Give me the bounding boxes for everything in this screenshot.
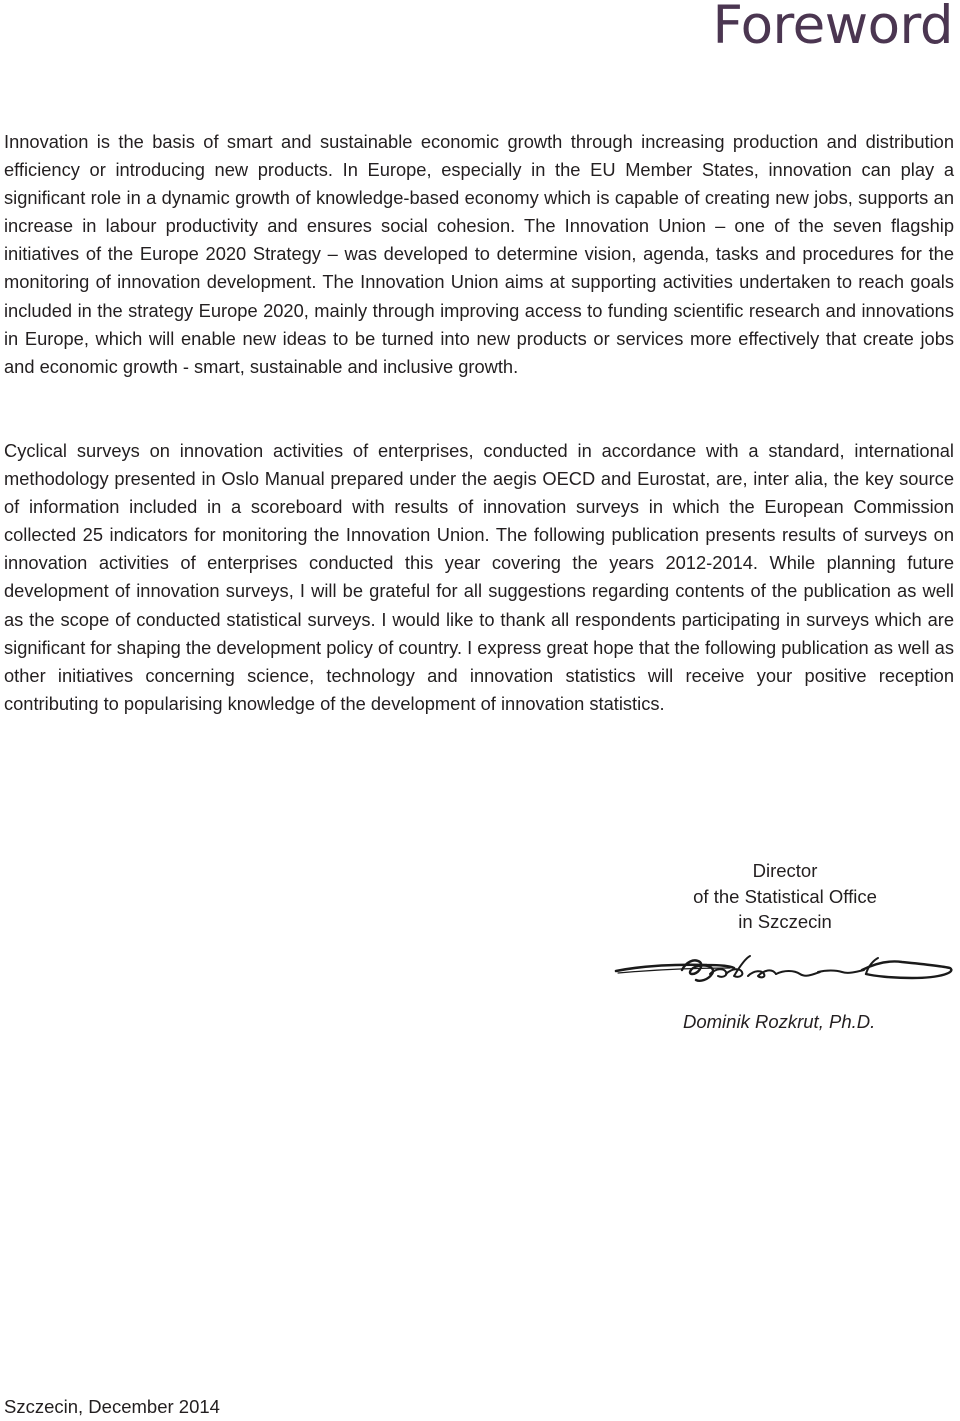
signatory-city: in Szczecin bbox=[738, 911, 832, 932]
signer-name: Dominik Rozkrut, Ph.D. bbox=[683, 1011, 876, 1032]
signatory-title bbox=[640, 858, 930, 935]
handwritten-signature bbox=[612, 944, 956, 990]
signatory-office: of the Statistical Office bbox=[693, 885, 877, 907]
body-paragraph-1: Innovation is the basis of smart and sustainable economic growth through increasing production and distribution efficiency or introducing new products. In Europe, especially in the EU Member States, innovation can play a significant role in a dynamic growth of knowledge-based economy which is capable of creating new jobs, supports an increase in labour productivity and ensures social cohesion. The Innovation Union – one of the seven flagship initiatives of the Europe 2020 Strategy – was developed to determine vision, agenda, tasks and procedures for the monitoring of innovation development. The Innovation Union aims at supporting activities undertaken to reach goals included in the strategy Europe 2020, mainly through improving access to funding scientific research and innovations in Europe, which will enable new ideas to be turned into new products or services more effectively that create jobs and economic growth - smart, sustainable and inclusive growth. bbox=[4, 131, 954, 377]
page-title: Foreword bbox=[712, 0, 953, 56]
signatory-role: Director bbox=[752, 860, 818, 881]
place-and-date: Szczecin, December 2014 bbox=[4, 1396, 220, 1417]
body-paragraph-2: Cyclical surveys on innovation activities of enterprises, conducted in accordance with a standard, international methodology presented in Oslo Manual prepared under the aegis OECD and Eurostat, are, inter alia, the key source of information included in a scoreboard with results of innovation surveys in which the European Commission collected 25 indicators for monitoring the Innovation Union. The following publication presents results of surveys on innovation activities of enterprises conducted this year covering the years 2012-2014. While planning future development of innovation surveys, I will be grateful for all suggestions regarding contents of the publication as well as the scope of conducted statistical surveys. I would like to thank all respondents participating in surveys which are significant for shaping the development policy of country. I express great hope that the following publication as well as other initiatives concerning science, technology and innovation statistics will receive your positive reception contributing to popularising knowledge of the development of innovation statistics. bbox=[4, 440, 954, 714]
